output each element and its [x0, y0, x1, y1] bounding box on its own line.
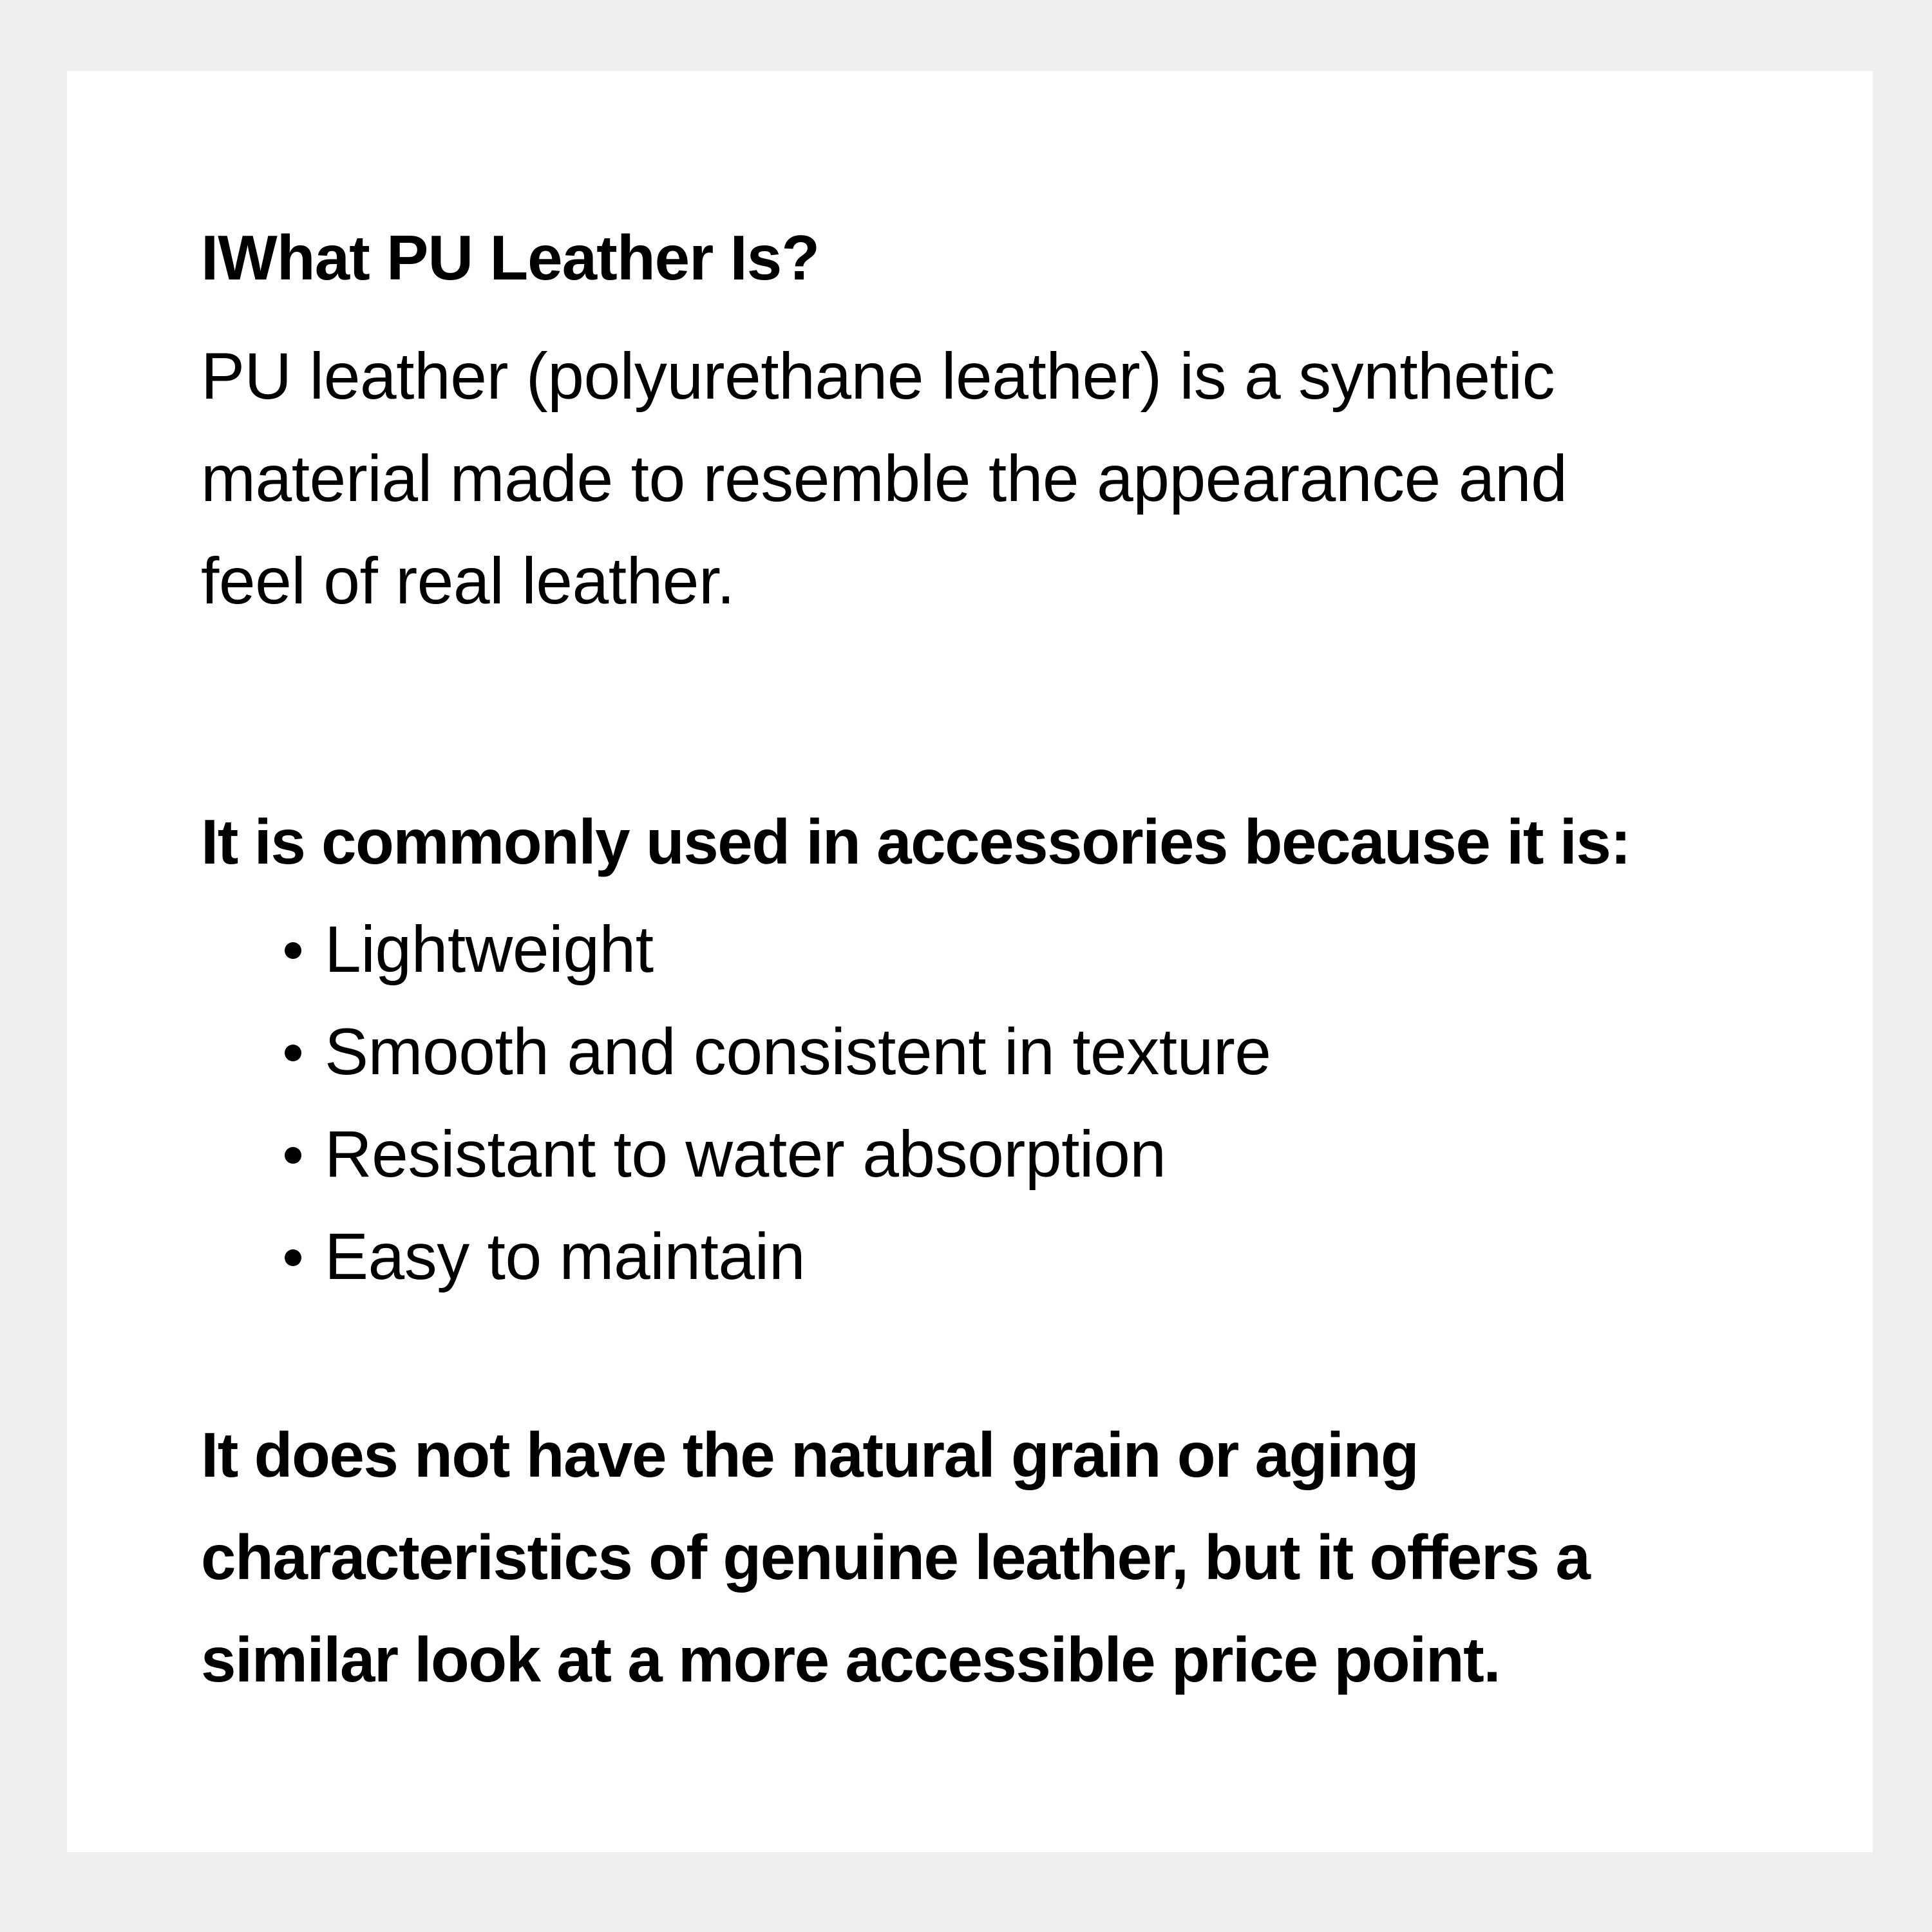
list-item	[201, 1206, 1271, 1308]
bullet-icon	[285, 1147, 301, 1164]
bullet-icon	[285, 1249, 301, 1266]
intro-line: material made to resemble the appearance and	[201, 442, 1567, 515]
intro-line: feel of real leather.	[201, 544, 735, 618]
intro-line: PU leather (polyurethane leather) is a synthetic	[201, 339, 1555, 413]
benefits-heading: It is commonly used in accessories because it is:	[201, 806, 1631, 877]
list-item-label: Resistant to water absorption	[325, 1117, 1166, 1191]
closing-paragraph	[201, 1404, 1850, 1711]
closing-line: It does not have the natural grain or aging	[201, 1419, 1419, 1490]
list-item	[201, 1103, 1271, 1206]
bullet-icon	[285, 1045, 301, 1061]
closing-line: characteristics of genuine leather, but it offers a	[201, 1522, 1590, 1593]
content-card	[67, 71, 1873, 1852]
list-item-label: Smooth and consistent in texture	[325, 1015, 1271, 1088]
bullet-icon	[285, 942, 301, 959]
intro-paragraph	[201, 325, 1824, 632]
list-item-label: Easy to maintain	[325, 1220, 806, 1293]
list-item	[201, 898, 1271, 1001]
list-item-label: Lightweight	[325, 913, 654, 986]
list-item	[201, 1001, 1271, 1103]
benefits-list	[201, 898, 1271, 1308]
closing-line: similar look at a more accessible price point.	[201, 1624, 1501, 1695]
page-heading: IWhat PU Leather Is?	[201, 222, 820, 293]
